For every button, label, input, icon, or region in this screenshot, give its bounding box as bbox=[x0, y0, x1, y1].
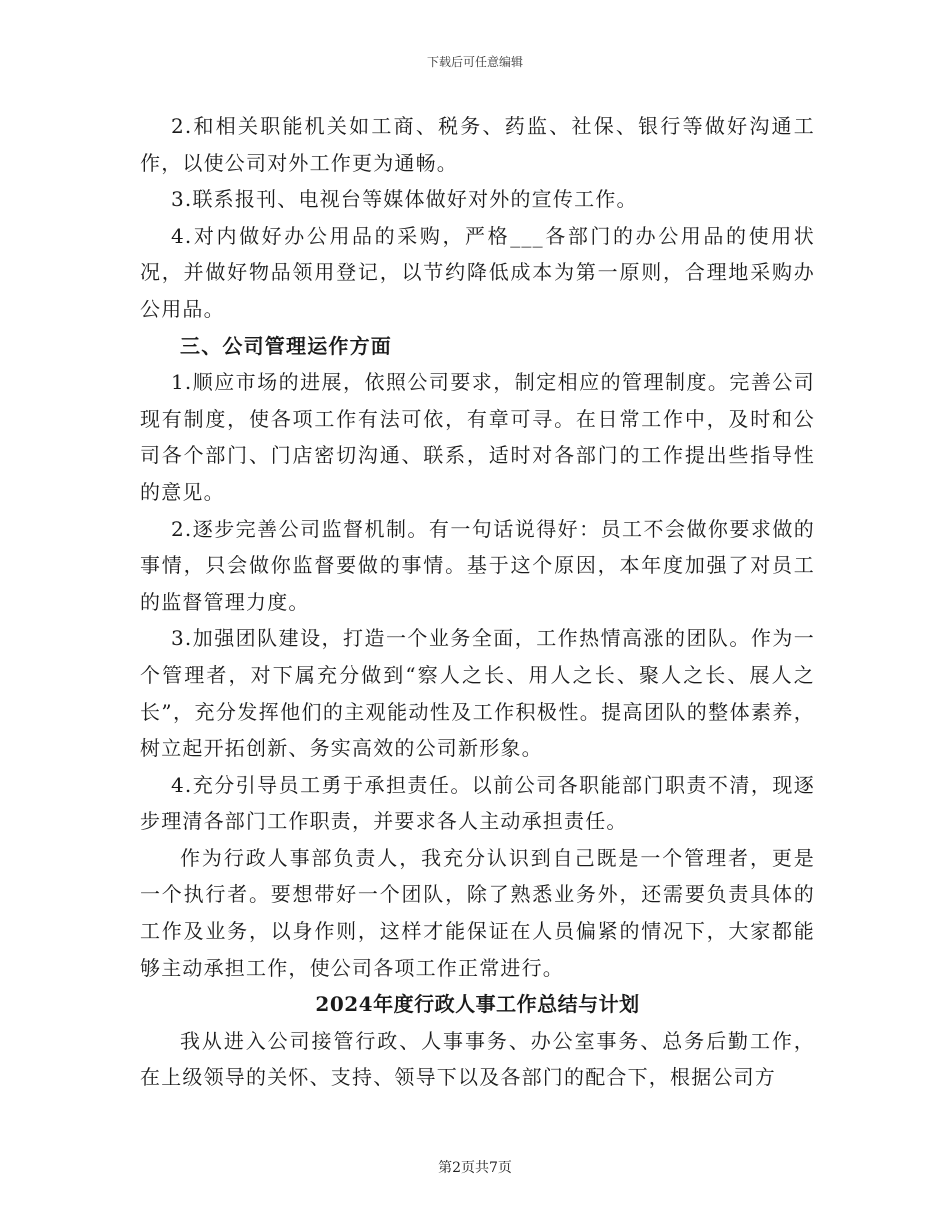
paragraph-item-2: 2.和相关职能机关如工商、税务、药监、社保、银行等做好沟通工作，以使公司对外工作更为通畅。 bbox=[140, 114, 815, 175]
document-body bbox=[140, 108, 815, 1096]
paragraph-mgmt-4: 4.充分引导员工勇于承担责任。以前公司各职能部门职责不清，现逐步理清各部门工作职责，并要求各人主动承担责任。 bbox=[140, 772, 815, 834]
paragraph-mgmt-1: 1.顺应市场的进展，依照公司要求，制定相应的管理制度。完善公司现有制度，使各项工作有法可依，有章可寻。在日常工作中，及时和公司各个部门、门店密切沟通、联系，适时对各部门的工作提出些指导性的意见。 bbox=[140, 370, 815, 504]
document-title: 2024年度行政人事工作总结与计划 bbox=[315, 992, 640, 1017]
page-header: 下载后可任意编辑 bbox=[426, 55, 523, 69]
paragraph-summary: 作为行政人事部负责人，我充分认识到自己既是一个管理者，更是一个执行者。要想带好一个团队，除了熟悉业务外，还需要负责具体的工作及业务，以身作则，这样才能保证在人员偏紧的情况下，大家都能够主动承担工作，使公司各项工作正常进行。 bbox=[140, 845, 815, 980]
paragraph-intro: 我从进入公司接管行政、人事事务、办公室事务、总务后勤工作，在上级领导的关怀、支持、领导下以及各部门的配合下，根据公司方 bbox=[140, 1028, 815, 1090]
page-footer: 第2页共7页 bbox=[438, 1160, 512, 1176]
paragraph-item-3: 3.联系报刊、电视台等媒体做好对外的宣传工作。 bbox=[171, 187, 638, 212]
paragraph-mgmt-2: 2.逐步完善公司监督机制。有一句话说得好：员工不会做你要求做的事情，只会做你监督要做的事情。基于这个原因，本年度加强了对员工的监督管理力度。 bbox=[140, 516, 815, 614]
section-heading-3: 三、公司管理运作方面 bbox=[180, 333, 392, 358]
paragraph-mgmt-3: 3.加强团队建设，打造一个业务全面，工作热情高涨的团队。作为一个管理者，对下属充分做到“察人之长、用人之长、聚人之长、展人之长”，充分发挥他们的主观能动性及工作积极性。提高团队的整体素养，树立起开拓创新、务实高效的公司新形象。 bbox=[140, 626, 815, 761]
paragraph-item-4: 4.对内做好办公用品的采购，严格___各部门的办公用品的使用状况，并做好物品领用登记，以节约降低成本为第一原则，合理地采购办公用品。 bbox=[140, 223, 815, 321]
